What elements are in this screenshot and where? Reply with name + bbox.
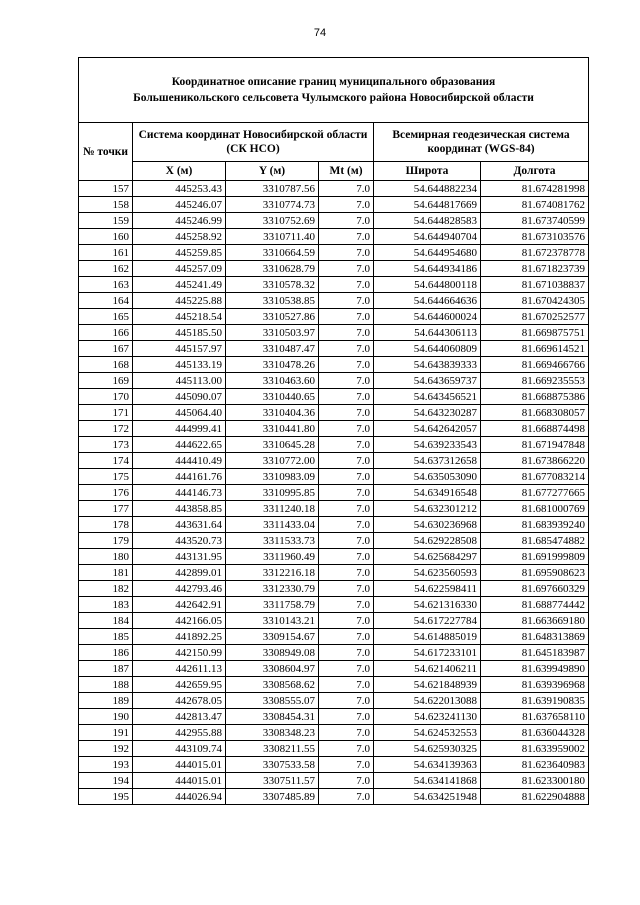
cell-longitude: 81.673740599 [481,213,589,229]
cell-point-number: 161 [79,245,133,261]
cell-mt: 7.0 [319,437,374,453]
cell-point-number: 192 [79,741,133,757]
cell-x: 442150.99 [133,645,226,661]
cell-latitude: 54.621848939 [374,677,481,693]
cell-x: 444026.94 [133,789,226,805]
cell-mt: 7.0 [319,357,374,373]
table-row [79,677,589,693]
cell-longitude: 81.697660329 [481,581,589,597]
coordinates-table [78,57,589,805]
cell-longitude: 81.677083214 [481,469,589,485]
table-row [79,485,589,501]
table-row [79,405,589,421]
header-y: Y (м) [226,162,319,181]
table-row [79,213,589,229]
cell-latitude: 54.621406211 [374,661,481,677]
table-row [79,597,589,613]
cell-x: 444015.01 [133,773,226,789]
table-row [79,277,589,293]
cell-longitude: 81.677277665 [481,485,589,501]
cell-point-number: 166 [79,325,133,341]
cell-y: 3310478.26 [226,357,319,373]
table-row [79,661,589,677]
table-row [79,181,589,197]
table-caption [79,58,589,123]
cell-longitude: 81.671038837 [481,277,589,293]
table-body [79,181,589,805]
cell-mt: 7.0 [319,773,374,789]
cell-mt: 7.0 [319,181,374,197]
cell-point-number: 164 [79,293,133,309]
table-row [79,517,589,533]
cell-y: 3310538.85 [226,293,319,309]
cell-y: 3310995.85 [226,485,319,501]
cell-y: 3310645.28 [226,437,319,453]
cell-mt: 7.0 [319,789,374,805]
cell-latitude: 54.644060809 [374,341,481,357]
cell-mt: 7.0 [319,693,374,709]
cell-y: 3310527.86 [226,309,319,325]
cell-latitude: 54.644664636 [374,293,481,309]
header-mt: Mt (м) [319,162,374,181]
cell-y: 3310503.97 [226,325,319,341]
cell-longitude: 81.669875751 [481,325,589,341]
cell-latitude: 54.643659737 [374,373,481,389]
cell-y: 3308555.07 [226,693,319,709]
cell-latitude: 54.622013088 [374,693,481,709]
cell-longitude: 81.623640983 [481,757,589,773]
table-row [79,629,589,645]
cell-point-number: 171 [79,405,133,421]
cell-y: 3310664.59 [226,245,319,261]
cell-point-number: 188 [79,677,133,693]
cell-x: 442678.05 [133,693,226,709]
cell-point-number: 168 [79,357,133,373]
cell-longitude: 81.623300180 [481,773,589,789]
cell-mt: 7.0 [319,197,374,213]
cell-point-number: 177 [79,501,133,517]
cell-point-number: 159 [79,213,133,229]
cell-x: 444146.73 [133,485,226,501]
cell-point-number: 193 [79,757,133,773]
cell-y: 3310752.69 [226,213,319,229]
caption-line-1: Координатное описание границ муниципального образования [171,76,496,88]
table-row [79,469,589,485]
cell-x: 443858.85 [133,501,226,517]
cell-point-number: 185 [79,629,133,645]
cell-latitude: 54.644600024 [374,309,481,325]
cell-y: 3308454.31 [226,709,319,725]
cell-y: 3310404.36 [226,405,319,421]
cell-mt: 7.0 [319,565,374,581]
header-longitude: Долгота [481,162,589,181]
cell-latitude: 54.630236968 [374,517,481,533]
cell-y: 3310774.73 [226,197,319,213]
cell-point-number: 194 [79,773,133,789]
caption-line-2: Большеникольского сельсовета Чулымского района Новосибирской области [133,92,534,104]
cell-point-number: 162 [79,261,133,277]
cell-point-number: 160 [79,229,133,245]
cell-y: 3310487.47 [226,341,319,357]
cell-x: 445257.09 [133,261,226,277]
cell-mt: 7.0 [319,405,374,421]
cell-mt: 7.0 [319,581,374,597]
cell-y: 3312330.79 [226,581,319,597]
cell-latitude: 54.623560593 [374,565,481,581]
cell-x: 443131.95 [133,549,226,565]
table-row [79,709,589,725]
cell-longitude: 81.639949890 [481,661,589,677]
cell-longitude: 81.691999809 [481,549,589,565]
table-row [79,229,589,245]
cell-latitude: 54.643456521 [374,389,481,405]
header-x: X (м) [133,162,226,181]
cell-longitude: 81.669466766 [481,357,589,373]
cell-y: 3308211.55 [226,741,319,757]
header-latitude: Широта [374,162,481,181]
table-row [79,501,589,517]
cell-longitude: 81.648313869 [481,629,589,645]
cell-y: 3310578.32 [226,277,319,293]
cell-longitude: 81.668874498 [481,421,589,437]
cell-y: 3308604.97 [226,661,319,677]
cell-point-number: 186 [79,645,133,661]
table-row [79,725,589,741]
cell-mt: 7.0 [319,325,374,341]
table-row [79,645,589,661]
cell-latitude: 54.625684297 [374,549,481,565]
cell-y: 3310787.56 [226,181,319,197]
cell-x: 444015.01 [133,757,226,773]
table-row [79,325,589,341]
cell-y: 3307511.57 [226,773,319,789]
cell-mt: 7.0 [319,501,374,517]
cell-y: 3310463.60 [226,373,319,389]
cell-x: 443109.74 [133,741,226,757]
cell-x: 442899.01 [133,565,226,581]
cell-x: 442813.47 [133,709,226,725]
cell-longitude: 81.670252577 [481,309,589,325]
cell-x: 445258.92 [133,229,226,245]
cell-y: 3310983.09 [226,469,319,485]
cell-y: 3307485.89 [226,789,319,805]
table-row [79,757,589,773]
page-number: 74 [313,27,327,39]
cell-longitude: 81.673103576 [481,229,589,245]
cell-latitude: 54.634916548 [374,485,481,501]
cell-x: 445218.54 [133,309,226,325]
cell-longitude: 81.681000769 [481,501,589,517]
cell-longitude: 81.674081762 [481,197,589,213]
cell-mt: 7.0 [319,629,374,645]
cell-latitude: 54.643230287 [374,405,481,421]
cell-latitude: 54.617233101 [374,645,481,661]
cell-y: 3311533.73 [226,533,319,549]
cell-point-number: 183 [79,597,133,613]
header-nso-system: Система координат Новосибирской области (СК НСО) [133,123,374,162]
cell-y: 3310772.00 [226,453,319,469]
cell-latitude: 54.624532553 [374,725,481,741]
cell-x: 445246.07 [133,197,226,213]
cell-mt: 7.0 [319,373,374,389]
table-row [79,197,589,213]
cell-longitude: 81.688774442 [481,597,589,613]
table-row [79,389,589,405]
cell-x: 445241.49 [133,277,226,293]
cell-latitude: 54.622598411 [374,581,481,597]
cell-mt: 7.0 [319,341,374,357]
cell-longitude: 81.685474882 [481,533,589,549]
table-row [79,309,589,325]
cell-latitude: 54.614885019 [374,629,481,645]
cell-mt: 7.0 [319,469,374,485]
cell-mt: 7.0 [319,453,374,469]
cell-longitude: 81.668308057 [481,405,589,421]
cell-mt: 7.0 [319,645,374,661]
cell-latitude: 54.644940704 [374,229,481,245]
cell-latitude: 54.621316330 [374,597,481,613]
cell-longitude: 81.669614521 [481,341,589,357]
cell-longitude: 81.645183987 [481,645,589,661]
table-row [79,613,589,629]
table-row [79,373,589,389]
cell-latitude: 54.642642057 [374,421,481,437]
cell-longitude: 81.671947848 [481,437,589,453]
cell-point-number: 178 [79,517,133,533]
cell-latitude: 54.644934186 [374,261,481,277]
cell-x: 442642.91 [133,597,226,613]
cell-mt: 7.0 [319,213,374,229]
header-wgs-system: Всемирная геодезическая система координат (WGS-84) [374,123,589,162]
table-row [79,293,589,309]
cell-latitude: 54.617227784 [374,613,481,629]
cell-longitude: 81.695908623 [481,565,589,581]
cell-y: 3309154.67 [226,629,319,645]
cell-latitude: 54.644817669 [374,197,481,213]
cell-longitude: 81.639396968 [481,677,589,693]
cell-mt: 7.0 [319,661,374,677]
cell-longitude: 81.622904888 [481,789,589,805]
cell-latitude: 54.643839333 [374,357,481,373]
table-row [79,453,589,469]
cell-point-number: 187 [79,661,133,677]
cell-x: 442611.13 [133,661,226,677]
cell-latitude: 54.644828583 [374,213,481,229]
header-point-number: № точки [79,123,133,181]
cell-x: 444622.65 [133,437,226,453]
cell-point-number: 179 [79,533,133,549]
cell-y: 3311433.04 [226,517,319,533]
cell-longitude: 81.673866220 [481,453,589,469]
cell-x: 445064.40 [133,405,226,421]
cell-longitude: 81.668875386 [481,389,589,405]
cell-x: 445113.00 [133,373,226,389]
cell-x: 442166.05 [133,613,226,629]
cell-point-number: 189 [79,693,133,709]
cell-mt: 7.0 [319,677,374,693]
cell-point-number: 180 [79,549,133,565]
cell-longitude: 81.637658110 [481,709,589,725]
cell-latitude: 54.634141868 [374,773,481,789]
cell-longitude: 81.671823739 [481,261,589,277]
table-row [79,341,589,357]
cell-x: 442659.95 [133,677,226,693]
cell-mt: 7.0 [319,245,374,261]
cell-point-number: 175 [79,469,133,485]
table-row [79,581,589,597]
cell-mt: 7.0 [319,293,374,309]
cell-longitude: 81.674281998 [481,181,589,197]
cell-point-number: 172 [79,421,133,437]
cell-point-number: 158 [79,197,133,213]
cell-y: 3308949.08 [226,645,319,661]
cell-y: 3310628.79 [226,261,319,277]
cell-x: 445246.99 [133,213,226,229]
cell-mt: 7.0 [319,549,374,565]
cell-y: 3312216.18 [226,565,319,581]
cell-x: 444410.49 [133,453,226,469]
cell-mt: 7.0 [319,517,374,533]
cell-x: 445157.97 [133,341,226,357]
cell-mt: 7.0 [319,613,374,629]
table-row [79,437,589,453]
cell-longitude: 81.669235553 [481,373,589,389]
cell-mt: 7.0 [319,421,374,437]
cell-mt: 7.0 [319,229,374,245]
cell-x: 444161.76 [133,469,226,485]
table-row [79,245,589,261]
cell-x: 445225.88 [133,293,226,309]
cell-point-number: 163 [79,277,133,293]
table-row [79,741,589,757]
cell-x: 444999.41 [133,421,226,437]
cell-mt: 7.0 [319,741,374,757]
cell-mt: 7.0 [319,533,374,549]
cell-point-number: 169 [79,373,133,389]
cell-latitude: 54.634251948 [374,789,481,805]
cell-x: 445253.43 [133,181,226,197]
cell-mt: 7.0 [319,389,374,405]
cell-y: 3310440.65 [226,389,319,405]
cell-x: 442955.88 [133,725,226,741]
cell-y: 3311240.18 [226,501,319,517]
cell-latitude: 54.623241130 [374,709,481,725]
cell-point-number: 195 [79,789,133,805]
cell-longitude: 81.639190835 [481,693,589,709]
cell-longitude: 81.683939240 [481,517,589,533]
cell-y: 3311960.49 [226,549,319,565]
cell-latitude: 54.644882234 [374,181,481,197]
cell-x: 445185.50 [133,325,226,341]
table-row [79,693,589,709]
table-row [79,565,589,581]
cell-latitude: 54.639233543 [374,437,481,453]
table-row [79,533,589,549]
cell-mt: 7.0 [319,485,374,501]
table-row [79,773,589,789]
cell-point-number: 190 [79,709,133,725]
cell-y: 3310441.80 [226,421,319,437]
cell-x: 441892.25 [133,629,226,645]
cell-mt: 7.0 [319,261,374,277]
cell-point-number: 167 [79,341,133,357]
cell-point-number: 170 [79,389,133,405]
cell-point-number: 165 [79,309,133,325]
cell-longitude: 81.636044328 [481,725,589,741]
cell-point-number: 184 [79,613,133,629]
cell-latitude: 54.644800118 [374,277,481,293]
cell-latitude: 54.625930325 [374,741,481,757]
cell-mt: 7.0 [319,597,374,613]
cell-x: 445090.07 [133,389,226,405]
cell-point-number: 173 [79,437,133,453]
table-row [79,421,589,437]
cell-point-number: 176 [79,485,133,501]
cell-latitude: 54.637312658 [374,453,481,469]
table-row [79,789,589,805]
cell-point-number: 181 [79,565,133,581]
cell-longitude: 81.672378778 [481,245,589,261]
cell-x: 445259.85 [133,245,226,261]
cell-point-number: 182 [79,581,133,597]
cell-latitude: 54.629228508 [374,533,481,549]
cell-longitude: 81.633959002 [481,741,589,757]
cell-mt: 7.0 [319,757,374,773]
cell-latitude: 54.644306113 [374,325,481,341]
cell-longitude: 81.670424305 [481,293,589,309]
cell-longitude: 81.663669180 [481,613,589,629]
cell-y: 3308568.62 [226,677,319,693]
cell-y: 3310143.21 [226,613,319,629]
cell-x: 442793.46 [133,581,226,597]
cell-y: 3308348.23 [226,725,319,741]
cell-latitude: 54.644954680 [374,245,481,261]
cell-point-number: 157 [79,181,133,197]
cell-y: 3307533.58 [226,757,319,773]
table-row [79,549,589,565]
cell-x: 445133.19 [133,357,226,373]
cell-point-number: 174 [79,453,133,469]
cell-mt: 7.0 [319,277,374,293]
cell-mt: 7.0 [319,309,374,325]
cell-latitude: 54.634139363 [374,757,481,773]
cell-mt: 7.0 [319,725,374,741]
table-row [79,261,589,277]
cell-x: 443520.73 [133,533,226,549]
cell-latitude: 54.635053090 [374,469,481,485]
cell-x: 443631.64 [133,517,226,533]
cell-y: 3310711.40 [226,229,319,245]
cell-y: 3311758.79 [226,597,319,613]
cell-mt: 7.0 [319,709,374,725]
cell-latitude: 54.632301212 [374,501,481,517]
cell-point-number: 191 [79,725,133,741]
table-row [79,357,589,373]
